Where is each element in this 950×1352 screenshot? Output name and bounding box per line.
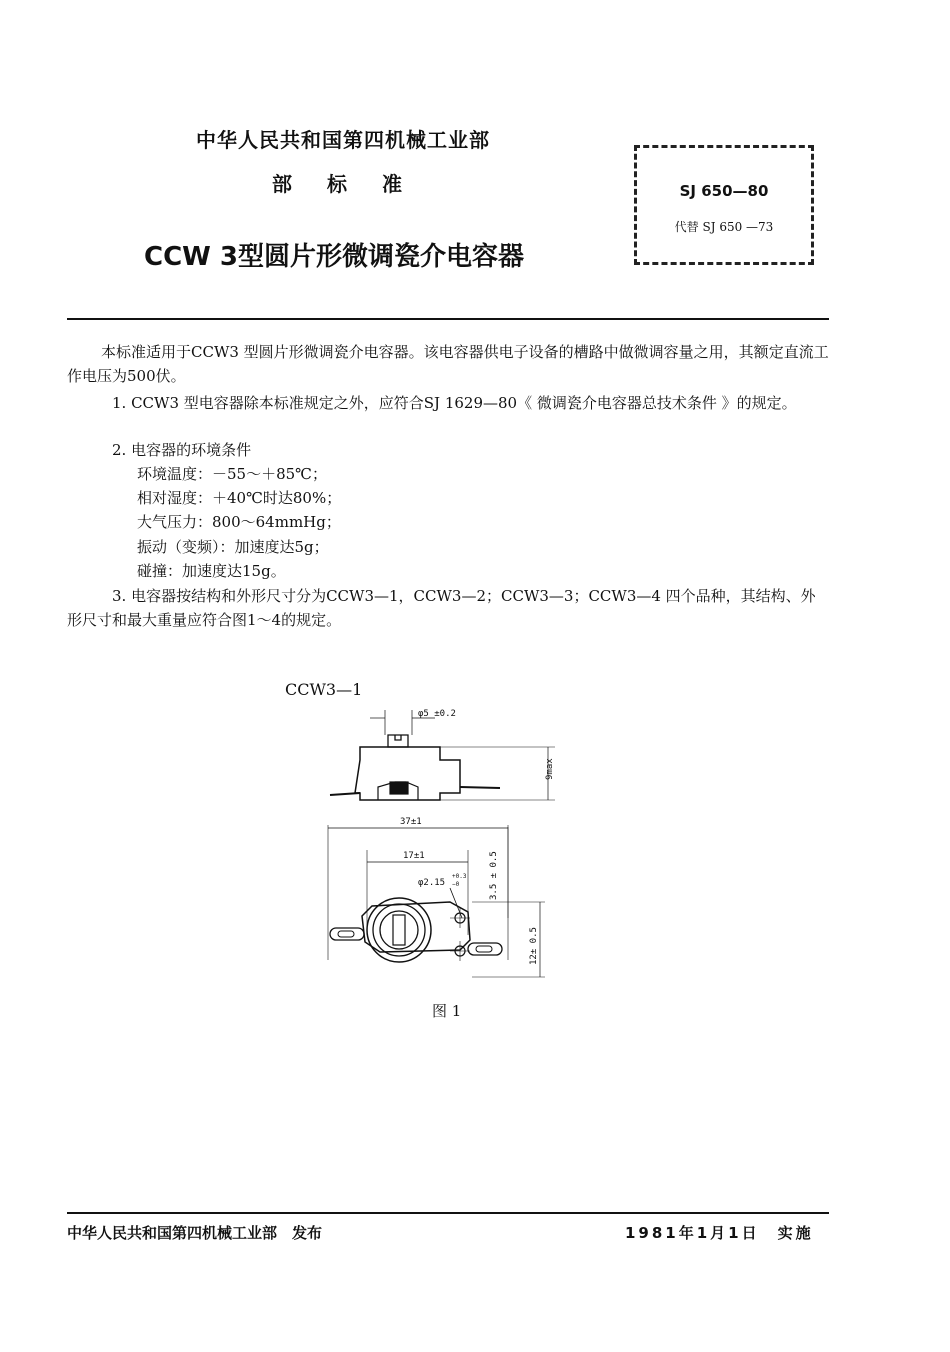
dim-length-text: 37±1 bbox=[400, 817, 422, 827]
publisher: 中华人民共和国第四机械工业部 发布 bbox=[67, 1224, 323, 1242]
condition-pressure: 大气压力：800～64mmHg； bbox=[137, 513, 341, 531]
dim-width-text: 12± 0.5 bbox=[529, 927, 539, 965]
document-title: CCW 3型圆片形微调瓷介电容器 bbox=[144, 242, 524, 272]
side-view bbox=[330, 709, 555, 800]
intro-paragraph: 本标准适用于CCW3 型圆片形微调瓷介电容器。该电容器供电子设备的槽路中做微调容量之用，其额定直流工作电压为500伏。 bbox=[67, 343, 829, 385]
condition-vibration: 振动（变频）：加速度达5g； bbox=[137, 538, 329, 556]
top-view bbox=[328, 817, 545, 977]
figure-caption: 图 1 bbox=[432, 1002, 462, 1020]
dim-offset-text: 3.5 ± 0.5 bbox=[489, 851, 499, 900]
capacitor-drawing bbox=[300, 690, 580, 990]
dim-hole-tol-upper: +0.3 bbox=[452, 873, 467, 880]
effective-date: 1981年1月1日 实施 bbox=[625, 1224, 814, 1242]
dim-height-text: 9max bbox=[545, 758, 555, 780]
dim-hole-text: φ2.15 bbox=[418, 878, 446, 888]
condition-impact: 碰撞：加速度达15g。 bbox=[137, 562, 286, 580]
standard-type-char: 部 bbox=[272, 172, 292, 196]
clause-1: 1. CCW3 型电容器除本标准规定之外，应符合SJ 1629—80《 微调瓷介电容器总技术条件 》的规定。 bbox=[112, 394, 797, 412]
clause-3: 3. 电容器按结构和外形尺寸分为CCW3—1，CCW3—2；CCW3—3；CCW3—4 四个品种，其结构、外形尺寸和最大重量应符合图1～4的规定。 bbox=[67, 587, 816, 629]
ministry-name: 中华人民共和国第四机械工业部 bbox=[196, 128, 490, 152]
standard-type-char: 标 bbox=[326, 172, 347, 196]
dim-half-text: 17±1 bbox=[403, 851, 425, 861]
dim-hole-tol-lower: −0 bbox=[452, 881, 460, 888]
standard-code: SJ 650—80 bbox=[679, 182, 769, 200]
figure-label: CCW3—1 bbox=[285, 680, 363, 699]
standard-type bbox=[272, 168, 430, 197]
clause-2-title: 2. 电容器的环境条件 bbox=[112, 441, 252, 459]
dim-shaft-text: φ5 ±0.2 bbox=[418, 709, 456, 719]
footer-divider bbox=[67, 1212, 829, 1214]
standard-type-char: 准 bbox=[381, 172, 402, 196]
condition-humidity: 相对湿度：＋40℃时达80%； bbox=[137, 489, 342, 507]
standard-code-box bbox=[634, 145, 814, 265]
replaces-code: 代替 SJ 650 —73 bbox=[674, 220, 774, 234]
header-divider bbox=[67, 318, 829, 320]
condition-temperature: 环境温度：－55～＋85℃； bbox=[137, 465, 327, 483]
